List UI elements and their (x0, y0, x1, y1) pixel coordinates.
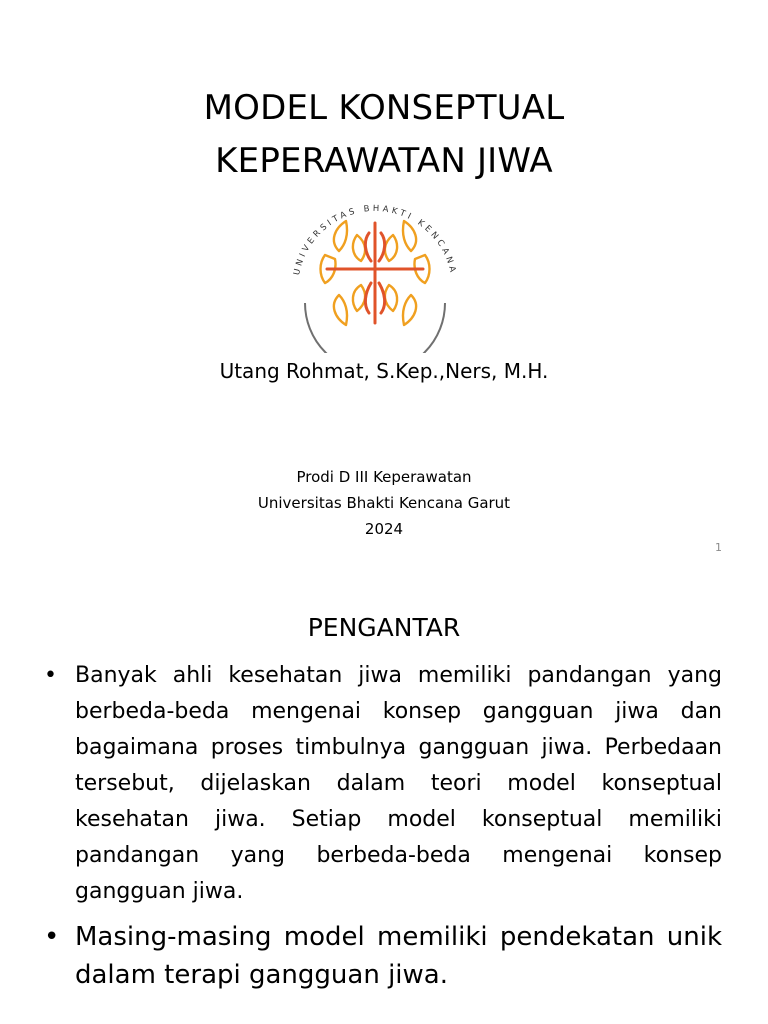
section-heading: PENGANTAR (307, 613, 461, 642)
content-slide (0, 580, 768, 1024)
slide-number: 1 (715, 541, 722, 554)
bullet-text: Banyak ahli kesehatan jiwa memiliki pandangan yang berbeda-beda mengenai konsep gangguan jiwa dan bagaimana proses timbulnya gangguan jiwa. Perbedaan tersebut, dijelaskan dalam teori model konseptual kesehatan jiwa. Setiap model konseptual memiliki pandangan yang berbeda-beda mengenai konsep gangguan jiwa. (75, 663, 722, 904)
bullet-text: Masing-masing model memiliki pendekatan unik dalam terapi gangguan jiwa. (75, 922, 722, 990)
university-logo (283, 183, 463, 353)
logo-circular-text: UNIVERSITAS BHAKTI KENCANA (292, 203, 458, 277)
list-item (44, 658, 722, 910)
title-line-2: KEPERAWATAN JIWA (215, 141, 553, 181)
year: 2024 (364, 520, 404, 538)
slide-title (0, 82, 768, 188)
logo-emblem-icon (283, 183, 463, 353)
list-item (44, 918, 722, 994)
university-name: Universitas Bhakti Kencana Garut (257, 494, 511, 512)
program-name: Prodi D III Keperawatan (296, 468, 472, 486)
bullet-icon: • (44, 663, 57, 688)
affiliation-block (0, 464, 768, 542)
title-line-1: MODEL KONSEPTUAL (203, 88, 565, 128)
bullet-icon: • (44, 922, 60, 952)
author-name: Utang Rohmat, S.Kep.,Ners, M.H. (219, 359, 549, 383)
bullet-list (44, 658, 722, 994)
